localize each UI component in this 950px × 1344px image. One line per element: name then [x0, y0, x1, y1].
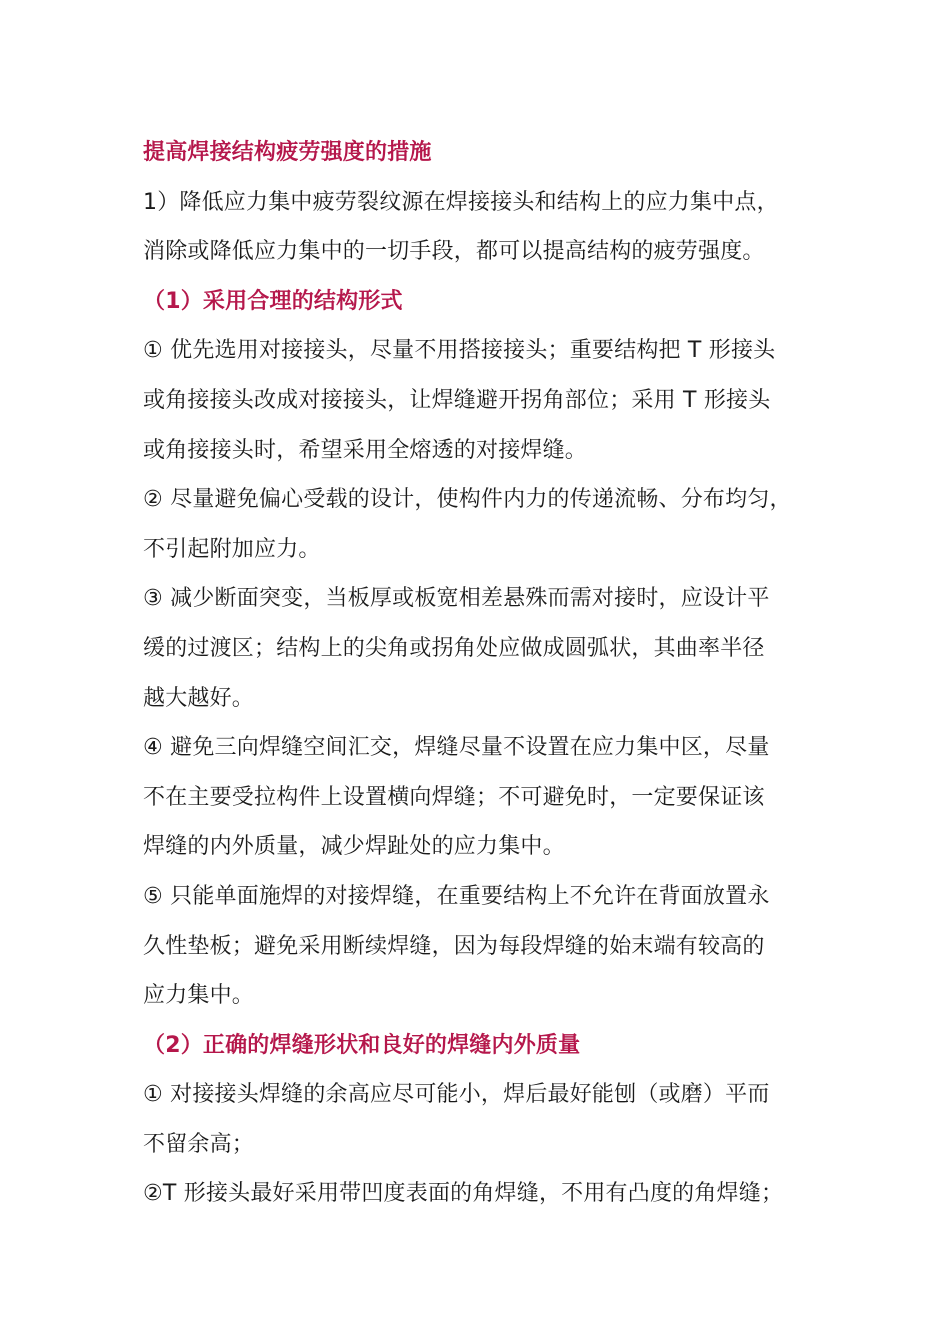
section-2-line: ②T 形接头最好采用带凹度表面的角焊缝，不用有凸度的角焊缝；	[143, 1181, 784, 1207]
section-1-line: ④ 避免三向焊缝空间汇交，焊缝尽量不设置在应力集中区，尽量	[143, 735, 770, 761]
document-title: 提高焊接结构疲劳强度的措施	[143, 140, 432, 165]
section-2-heading: （2）正确的焊缝形状和良好的焊缝内外质量	[143, 1032, 581, 1058]
section-2-line: ① 对接接头焊缝的余高应尽可能小，焊后最好能刨（或磨）平而	[143, 1082, 770, 1108]
section-1-line: ⑤ 只能单面施焊的对接焊缝，在重要结构上不允许在背面放置永	[143, 883, 770, 909]
section-1-line: 或角接接头时，希望采用全熔透的对接焊缝。	[143, 437, 588, 463]
intro-line-2: 消除或降低应力集中的一切手段，都可以提高结构的疲劳强度。	[143, 239, 765, 265]
section-1-line: 久性垫板；避免采用断续焊缝，因为每段焊缝的始末端有较高的	[143, 933, 765, 959]
section-1-heading: （1）采用合理的结构形式	[143, 288, 403, 314]
section-1-line: 缓的过渡区；结构上的尖角或拐角处应做成圆弧状，其曲率半径	[143, 635, 765, 661]
section-1-line: 焊缝的内外质量，减少焊趾处的应力集中。	[143, 834, 565, 860]
document-page	[143, 128, 823, 1219]
section-1-line: ③ 减少断面突变，当板厚或板宽相差悬殊而需对接时，应设计平	[143, 586, 770, 612]
section-1-line: ② 尽量避免偏心受载的设计，使构件内力的传递流畅、分布均匀，	[143, 487, 792, 513]
section-1-line: 或角接接头改成对接接头，让焊缝避开拐角部位；采用 T 形接头	[143, 387, 771, 413]
section-1-line: ① 优先选用对接接头，尽量不用搭接接头；重要结构把 T 形接头	[143, 338, 776, 364]
section-1-line: 不在主要受拉构件上设置横向焊缝；不可避免时，一定要保证该	[143, 784, 765, 810]
section-1-line: 应力集中。	[143, 983, 255, 1009]
section-2-line: 不留余高；	[143, 1131, 255, 1157]
intro-line-1: 1）降低应力集中疲劳裂纹源在焊接接头和结构上的应力集中点，	[143, 189, 779, 215]
section-1-line: 越大越好。	[143, 685, 255, 711]
section-1-line: 不引起附加应力。	[143, 536, 321, 562]
